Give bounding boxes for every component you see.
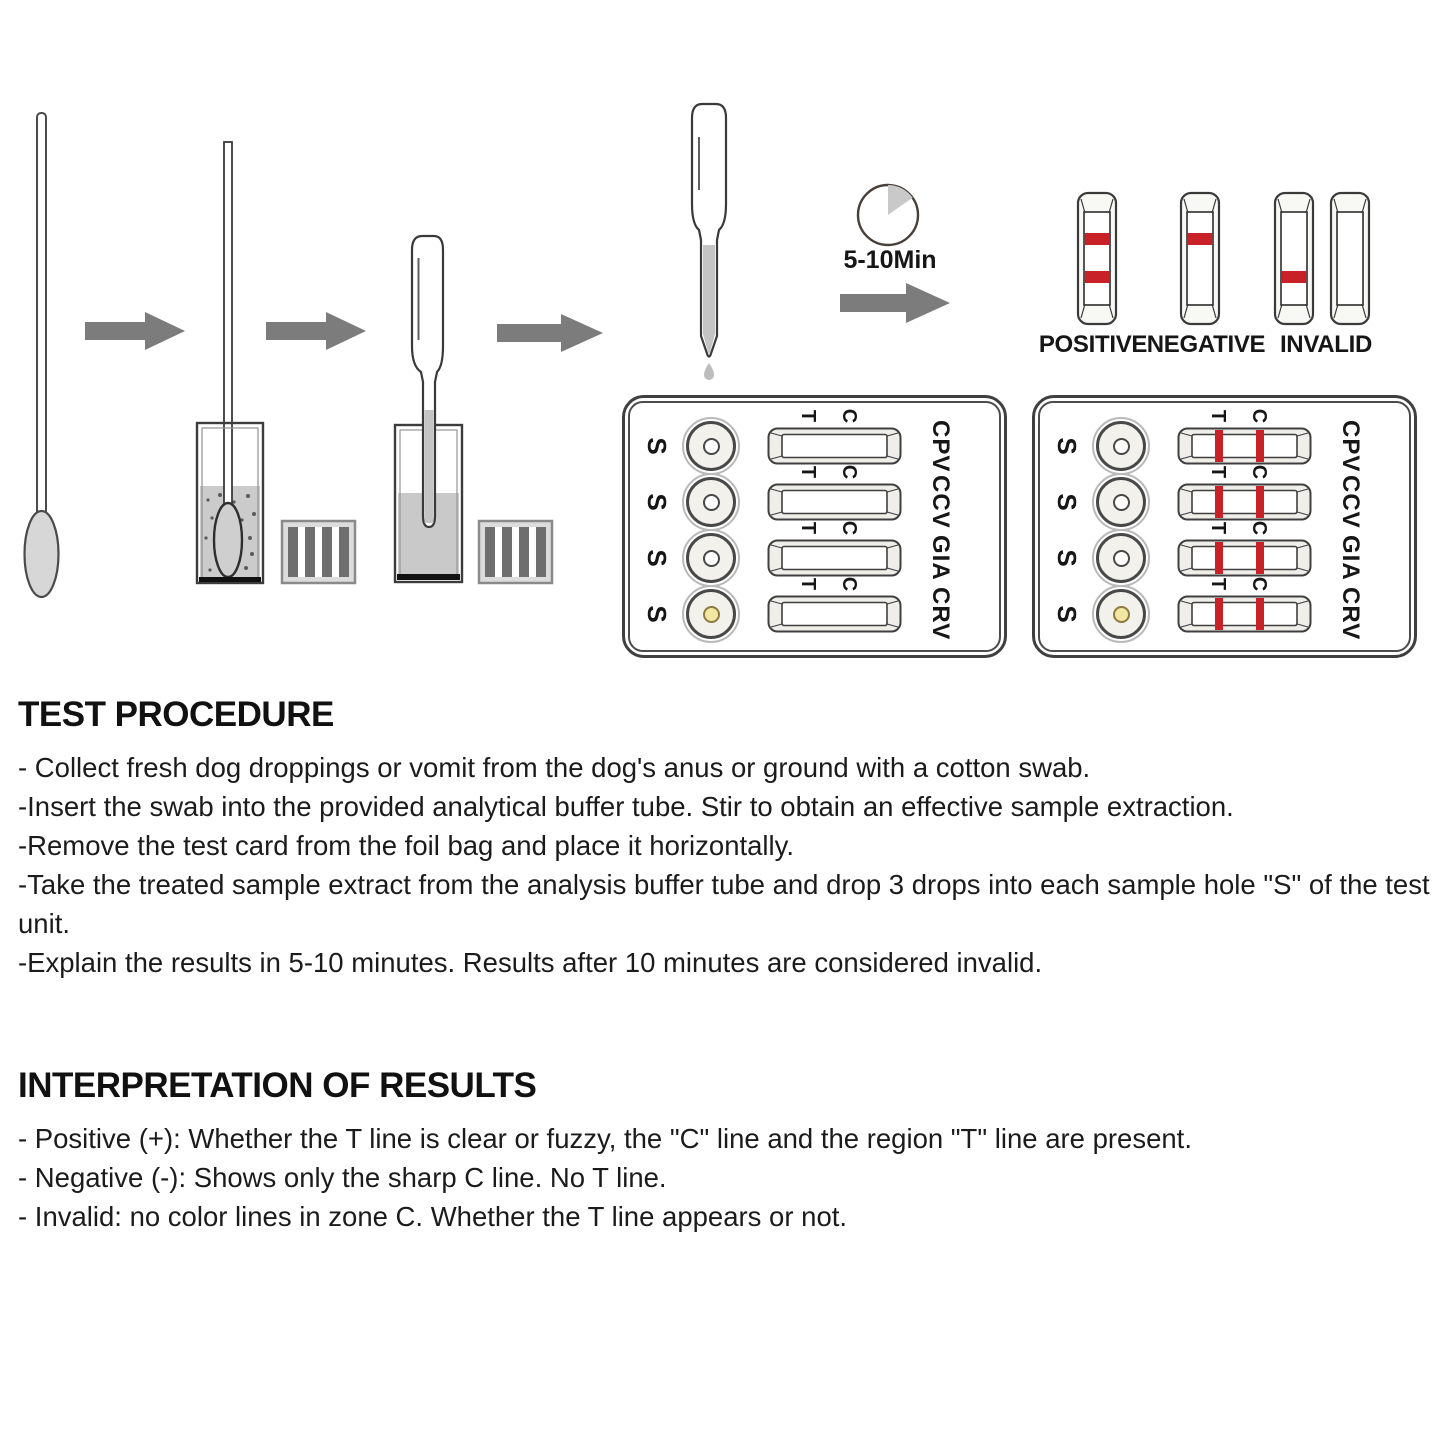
t-line-label: T <box>797 577 820 591</box>
sample-well <box>682 473 740 531</box>
result-window <box>1177 483 1312 521</box>
interpretation-item: - Invalid: no color lines in zone C. Whether the T line appears or not. <box>18 1201 848 1232</box>
t-line <box>1215 430 1223 462</box>
invalid-result-strip-2-icon <box>1329 191 1371 326</box>
dropper-illustration <box>685 98 735 388</box>
sample-well-label: S <box>1052 549 1083 567</box>
result-window <box>767 427 902 465</box>
liquid-drop-icon <box>704 363 714 380</box>
test-name-label: GIA <box>927 535 954 581</box>
t-line-label: T <box>1207 409 1230 423</box>
sample-well-label: S <box>642 549 673 567</box>
sample-well-label: S <box>642 493 673 511</box>
positive-label: POSITIVE <box>1038 331 1148 358</box>
result-window <box>767 483 902 521</box>
timer-icon <box>855 182 921 248</box>
sample-well <box>1092 529 1150 587</box>
c-line-label: C <box>838 576 861 592</box>
invalid-label: INVALID <box>1279 331 1373 358</box>
result-window <box>1177 539 1312 577</box>
procedure-step: -Take the treated sample extract from the analysis buffer tube and drop 3 drops into each sample hole "S" of the test unit. <box>18 869 1430 939</box>
test-name-label: CPV <box>927 419 954 473</box>
procedure-title: TEST PROCEDURE <box>18 695 334 734</box>
procedure-section <box>18 695 1438 982</box>
negative-label: NEGATIVE <box>1146 331 1266 358</box>
buffer-tube-with-dropper-illustration <box>390 228 470 590</box>
t-line <box>1215 486 1223 518</box>
c-line-label: C <box>1248 576 1271 592</box>
c-line <box>1256 542 1264 574</box>
c-line-label: C <box>1248 464 1271 480</box>
t-line <box>1215 598 1223 630</box>
t-line-label: T <box>1207 577 1230 591</box>
t-line-label: T <box>1207 521 1230 535</box>
sample-well-label: S <box>642 437 673 455</box>
c-line-label: C <box>1248 408 1271 424</box>
interpretation-item: - Positive (+): Whether the T line is clear or fuzzy, the "C" line and the region "T" line are present. <box>18 1123 1192 1154</box>
step-arrow-1-icon <box>85 309 187 353</box>
test-card-result <box>1032 395 1417 658</box>
interpretation-section <box>18 1066 1438 1236</box>
procedure-step: -Insert the swab into the provided analytical buffer tube. Stir to obtain an effective sample extraction. <box>18 791 1234 822</box>
c-line <box>1256 430 1264 462</box>
cotton-swab-illustration <box>14 110 70 610</box>
test-name-label: CPV <box>1337 419 1364 473</box>
c-line-label: C <box>838 408 861 424</box>
sample-well-label: S <box>1052 437 1083 455</box>
interpretation-title: INTERPRETATION OF RESULTS <box>18 1066 537 1105</box>
test-card-before <box>622 395 1007 658</box>
timer-label: 5-10Min <box>843 246 937 274</box>
t-line <box>1215 542 1223 574</box>
sample-well <box>682 417 740 475</box>
step-arrow-3-icon <box>497 311 605 355</box>
sample-well <box>1092 585 1150 643</box>
c-line-label: C <box>838 464 861 480</box>
t-line-label: T <box>797 465 820 479</box>
sample-well <box>1092 417 1150 475</box>
test-row-crv <box>1032 576 1417 643</box>
result-window <box>767 539 902 577</box>
c-line-label: C <box>838 520 861 536</box>
test-name-label: CCV <box>1337 475 1364 529</box>
result-arrow-icon <box>840 280 952 326</box>
negative-result-strip-icon <box>1179 191 1221 326</box>
tube-cap-illustration <box>477 519 554 585</box>
procedure-step: - Collect fresh dog droppings or vomit from the dog's anus or ground with a cotton swab. <box>18 752 1091 783</box>
c-line-label: C <box>1248 520 1271 536</box>
procedure-step: -Remove the test card from the foil bag and place it horizontally. <box>18 830 794 861</box>
t-line-label: T <box>797 409 820 423</box>
t-line-label: T <box>1207 465 1230 479</box>
result-window <box>1177 595 1312 633</box>
interpretation-item: - Negative (-): Shows only the sharp C line. No T line. <box>18 1162 667 1193</box>
sample-well <box>1092 473 1150 531</box>
sample-well-label: S <box>642 605 673 623</box>
test-name-label: CRV <box>1337 587 1364 641</box>
tube-cap-illustration <box>280 519 357 585</box>
positive-result-strip-icon <box>1076 191 1118 326</box>
test-row-crv <box>622 576 1007 643</box>
test-name-label: GIA <box>1337 535 1364 581</box>
t-line-label: T <box>797 521 820 535</box>
step-arrow-2-icon <box>266 309 368 353</box>
sample-well <box>682 585 740 643</box>
sample-well-label: S <box>1052 605 1083 623</box>
procedure-step: -Explain the results in 5-10 minutes. Results after 10 minutes are considered invalid. <box>18 947 1043 978</box>
c-line <box>1256 486 1264 518</box>
sample-well-label: S <box>1052 493 1083 511</box>
c-line <box>1256 598 1264 630</box>
invalid-result-strip-icon <box>1273 191 1315 326</box>
test-name-label: CCV <box>927 475 954 529</box>
test-name-label: CRV <box>927 587 954 641</box>
sample-well <box>682 529 740 587</box>
result-window <box>767 595 902 633</box>
result-window <box>1177 427 1312 465</box>
